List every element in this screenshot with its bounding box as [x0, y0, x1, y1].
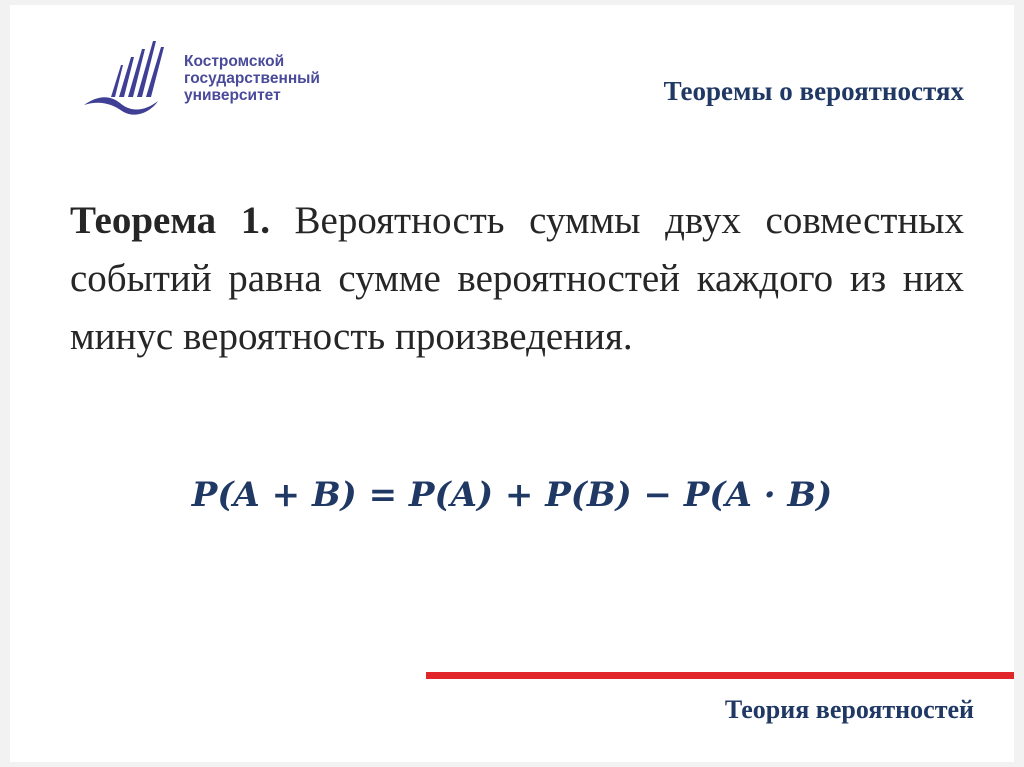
probability-formula: P(A + B) = P(A) + P(B) − P(A · B) — [191, 475, 833, 515]
university-name-line-3: университет — [184, 87, 281, 104]
university-logo-icon — [80, 33, 180, 123]
course-title: Теория вероятностей — [724, 695, 974, 724]
university-name-line-1: Костромской — [184, 53, 285, 70]
university-name-line-2: государственный — [184, 70, 320, 87]
footer-divider — [426, 672, 1014, 679]
university-logo — [80, 33, 360, 123]
theorem-statement — [70, 192, 964, 366]
university-name — [184, 53, 320, 104]
theorem-text: Вероятность суммы двух совместных событий равна сумме вероятностей каждого из них минус вероятность произведения. — [70, 199, 965, 358]
slide — [10, 5, 1014, 762]
theorem-lead: Теорема 1. — [70, 199, 270, 242]
slide-title: Теоремы о вероятностях — [663, 76, 964, 106]
